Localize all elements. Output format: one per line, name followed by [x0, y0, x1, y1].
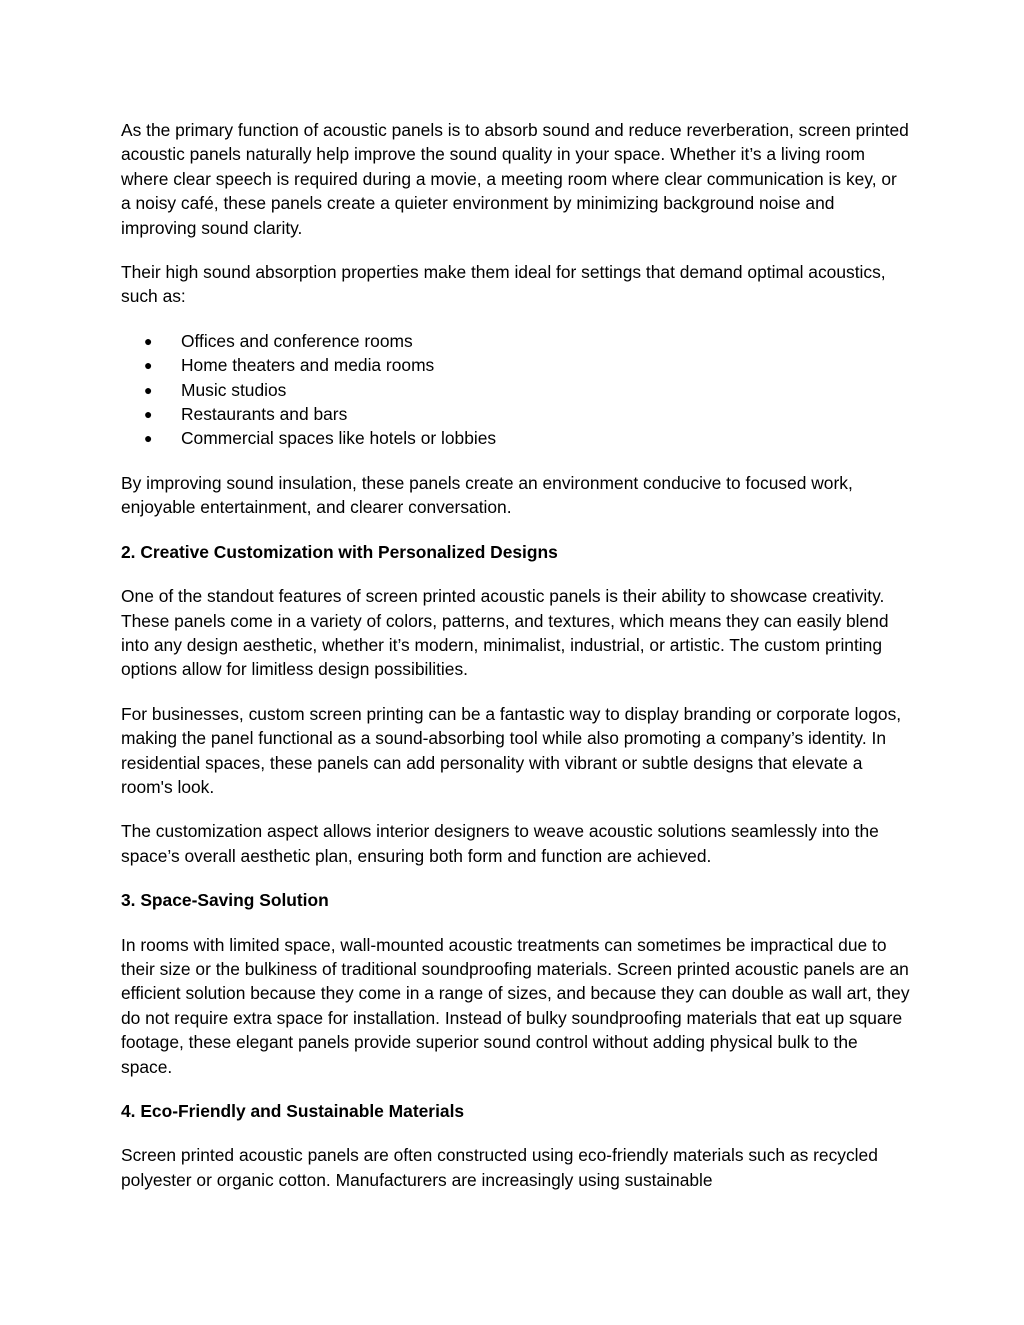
list-item: [121, 378, 911, 402]
list-item: [121, 402, 911, 426]
settings-list: [121, 329, 911, 451]
list-item-text: Home theaters and media rooms: [181, 355, 435, 376]
intro-paragraph: As the primary function of acoustic panels is to absorb sound and reduce reverberation, screen printed acoustic panels naturally help improve the sound quality in your space. Whether it’s a living room where clear speech is required during a movie, a meeting room where clear communication is key, or a noisy café, these panels create a quieter environment by minimizing background noise and improving sound clarity.: [121, 120, 909, 238]
list-item-text: Music studios: [181, 379, 287, 400]
section-heading: 3. Space-Saving Solution: [121, 890, 329, 911]
section-heading: 4. Eco-Friendly and Sustainable Materials: [121, 1101, 465, 1121]
bullet-icon: ●: [144, 430, 153, 447]
intro-paragraph: Their high sound absorption properties make them ideal for settings that demand optimal acoustics, such as:: [121, 262, 886, 307]
after-list-paragraph: By improving sound insulation, these panels create an environment conducive to focused work, enjoyable entertainment, and clearer conversation.: [121, 472, 853, 518]
list-item: [121, 353, 911, 377]
section-paragraph: Screen printed acoustic panels are often constructed using eco-friendly materials such as recycled polyester or organic cotton. Manufacturers are increasingly using sustainable: [121, 1145, 878, 1190]
bullet-icon: ●: [144, 332, 153, 349]
section-heading: 2. Creative Customization with Personalized Designs: [121, 541, 558, 562]
bullet-icon: ●: [144, 406, 153, 423]
section-paragraph: The customization aspect allows interior designers to weave acoustic solutions seamlessly into the space’s overall aesthetic plan, ensuring both form and function are achieved.: [121, 821, 879, 866]
list-item: [121, 329, 911, 353]
section-paragraph: For businesses, custom screen printing can be a fantastic way to display branding or corporate logos, making the panel functional as a sound-absorbing tool while also promoting a company’s identity. In residential spaces, these panels can add personality with vibrant or subtle designs that elevate a room's look.: [121, 703, 902, 797]
section-paragraph: One of the standout features of screen printed acoustic panels is their ability to showcase creativity. These panels come in a variety of colors, patterns, and textures, which means they can easily blend into any design aesthetic, whether it’s modern, minimalist, industrial, or artistic. The custom printing options allow for limitless design possibilities.: [121, 586, 889, 680]
list-item-text: Commercial spaces like hotels or lobbies: [181, 428, 497, 449]
bullet-icon: ●: [144, 381, 153, 398]
document-page: [121, 118, 911, 1212]
bullet-icon: ●: [144, 357, 153, 374]
list-item-text: Offices and conference rooms: [181, 330, 413, 351]
section-paragraph: In rooms with limited space, wall-mounted acoustic treatments can sometimes be impractical due to their size or the bulkiness of traditional soundproofing materials. Screen printed acoustic panels are an efficient solution because they come in a range of sizes, and because they can double as wall art, they do not require extra space for installation. Instead of bulky soundproofing materials that eat up square footage, these elegant panels provide superior sound control without adding physical bulk to the space.: [121, 934, 910, 1077]
list-item: [121, 426, 911, 450]
list-item-text: Restaurants and bars: [181, 404, 348, 425]
